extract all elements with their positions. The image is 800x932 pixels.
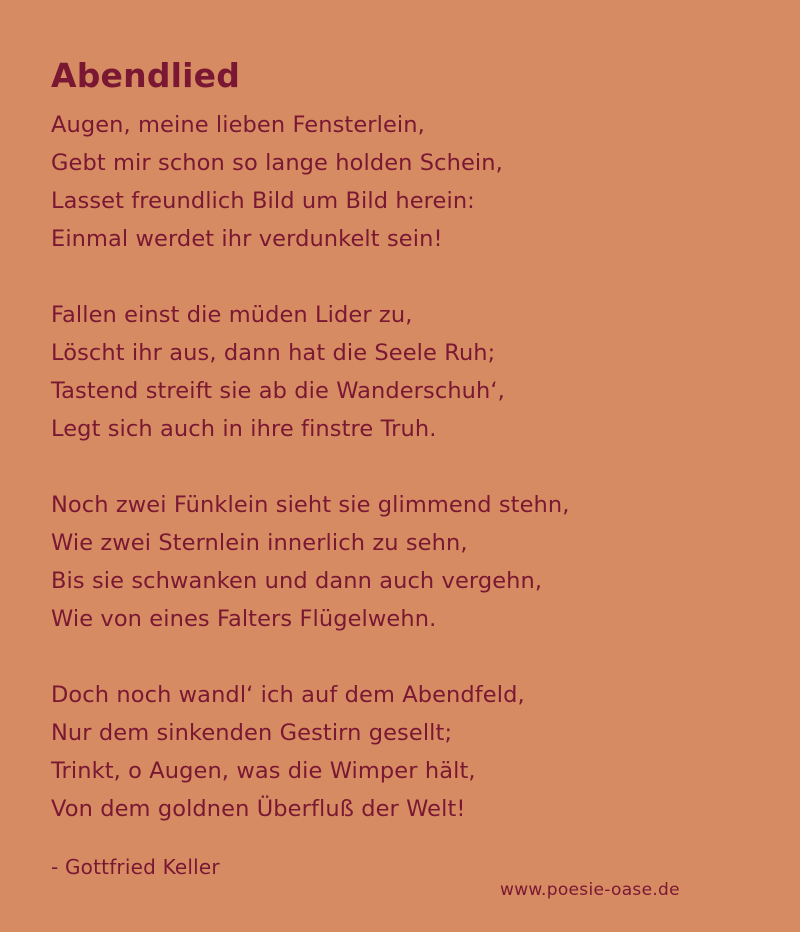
poem-line: Tastend streift sie ab die Wanderschuh‘, <box>51 378 505 404</box>
poem-line: Wie zwei Sternlein innerlich zu sehn, <box>51 530 468 556</box>
stanza-4 <box>51 676 771 828</box>
poem-line: Lasset freundlich Bild um Bild herein: <box>51 188 475 214</box>
poem-line: Wie von eines Falters Flügelwehn. <box>51 606 437 632</box>
poem-author: - Gottfried Keller <box>51 855 220 879</box>
poem-title: Abendlied <box>51 56 241 95</box>
poem-line: Gebt mir schon so lange holden Schein, <box>51 150 503 176</box>
poem-line: Löscht ihr aus, dann hat die Seele Ruh; <box>51 340 496 366</box>
stanza-3 <box>51 486 771 638</box>
poem-line: Einmal werdet ihr verdunkelt sein! <box>51 226 443 252</box>
poem-line: Nur dem sinkenden Gestirn gesellt; <box>51 720 453 746</box>
poem-line: Fallen einst die müden Lider zu, <box>51 302 413 328</box>
poem-line: Augen, meine lieben Fensterlein, <box>51 112 425 138</box>
poem <box>51 56 771 866</box>
poem-line: Bis sie schwanken und dann auch vergehn, <box>51 568 543 594</box>
poem-line: Noch zwei Fünklein sieht sie glimmend stehn, <box>51 492 570 518</box>
poem-line: Doch noch wandl‘ ich auf dem Abendfeld, <box>51 682 525 708</box>
stanza-1 <box>51 106 771 258</box>
poem-line: Trinkt, o Augen, was die Wimper hält, <box>51 758 476 784</box>
poem-line: Legt sich auch in ihre finstre Truh. <box>51 416 437 442</box>
stanza-2 <box>51 296 771 448</box>
poem-line: Von dem goldnen Überfluß der Welt! <box>51 796 466 822</box>
website-link[interactable]: www.poesie-oase.de <box>500 880 680 900</box>
